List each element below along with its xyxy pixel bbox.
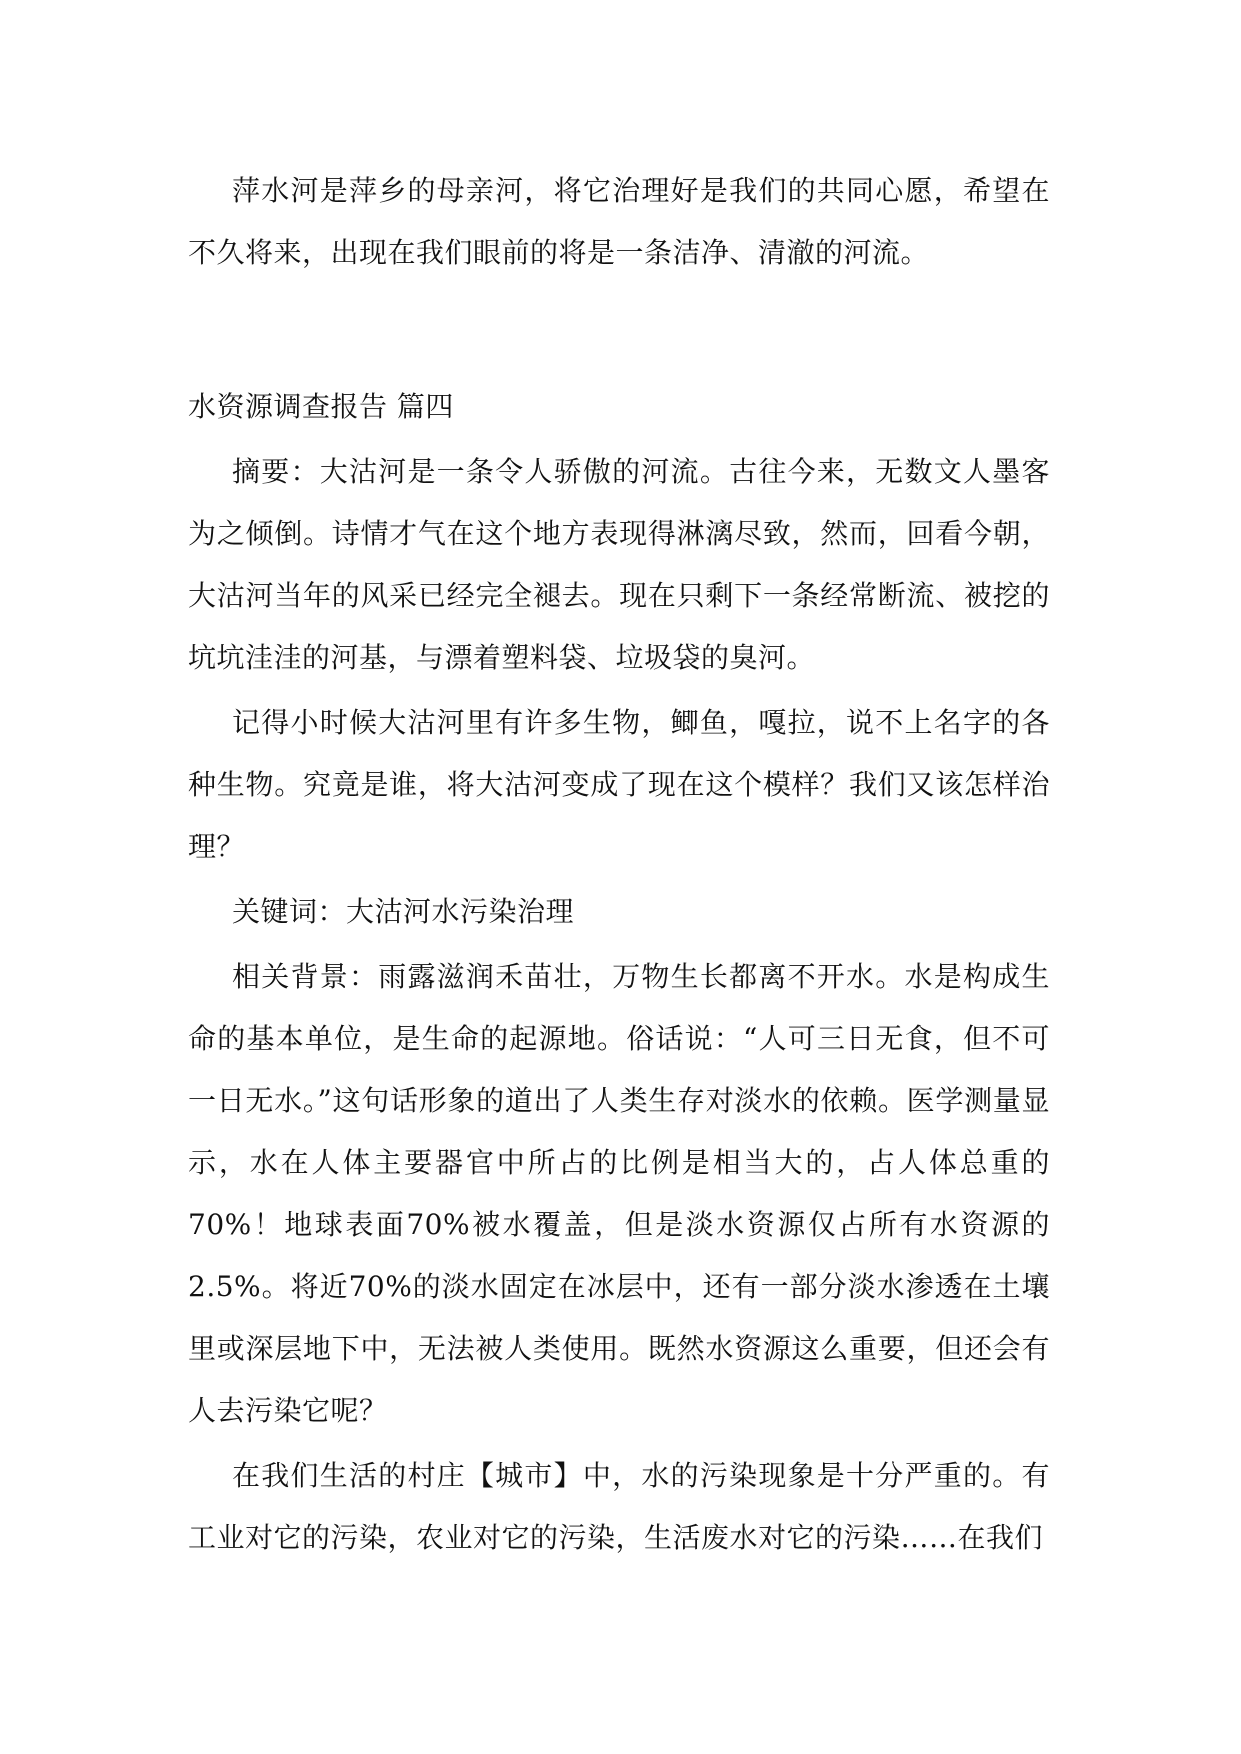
keywords-paragraph: 关键词：大沽河水污染治理 [232,895,575,928]
document-page [188,160,1050,1569]
memory-paragraph: 记得小时候大沽河里有许多生物，鲫鱼，嘎拉，说不上名字的各种生物。究竟是谁，将大沽河变成了现在这个模样？我们又该怎样治理？ [188,706,1050,863]
section-spacer [188,284,1050,376]
intro-paragraph: 萍水河是萍乡的母亲河，将它治理好是我们的共同心愿，希望在不久将来，出现在我们眼前的将是一条洁净、清澈的河流。 [188,174,1050,269]
village-paragraph: 在我们生活的村庄【城市】中，水的污染现象是十分严重的。有工业对它的污染，农业对它的污染，生活废水对它的污染……在我们 [188,1459,1050,1554]
abstract-paragraph: 摘要：大沽河是一条令人骄傲的河流。古往今来，无数文人墨客为之倾倒。诗情才气在这个地方表现得淋漓尽致，然而，回看今朝，大沽河当年的风采已经完全褪去。现在只剩下一条经常断流、被挖的坑坑洼洼的河基，与漂着塑料袋、垃圾袋的臭河。 [188,455,1050,674]
background-paragraph: 相关背景：雨露滋润禾苗壮，万物生长都离不开水。水是构成生命的基本单位，是生命的起源地。俗话说：“人可三日无食，但不可一日无水。”这句话形象的道出了人类生存对淡水的依赖。医学测量显示，水在人体主要器官中所占的比例是相当大的，占人体总重的70%！地球表面70%被水覆盖，但是淡水资源仅占所有水资源的2.5%。将近70%的淡水固定在冰层中，还有一部分淡水渗透在土壤里或深层地下中，无法被人类使用。既然水资源这么重要，但还会有人去污染它呢？ [188,960,1050,1427]
section-title: 水资源调查报告 篇四 [188,390,454,423]
